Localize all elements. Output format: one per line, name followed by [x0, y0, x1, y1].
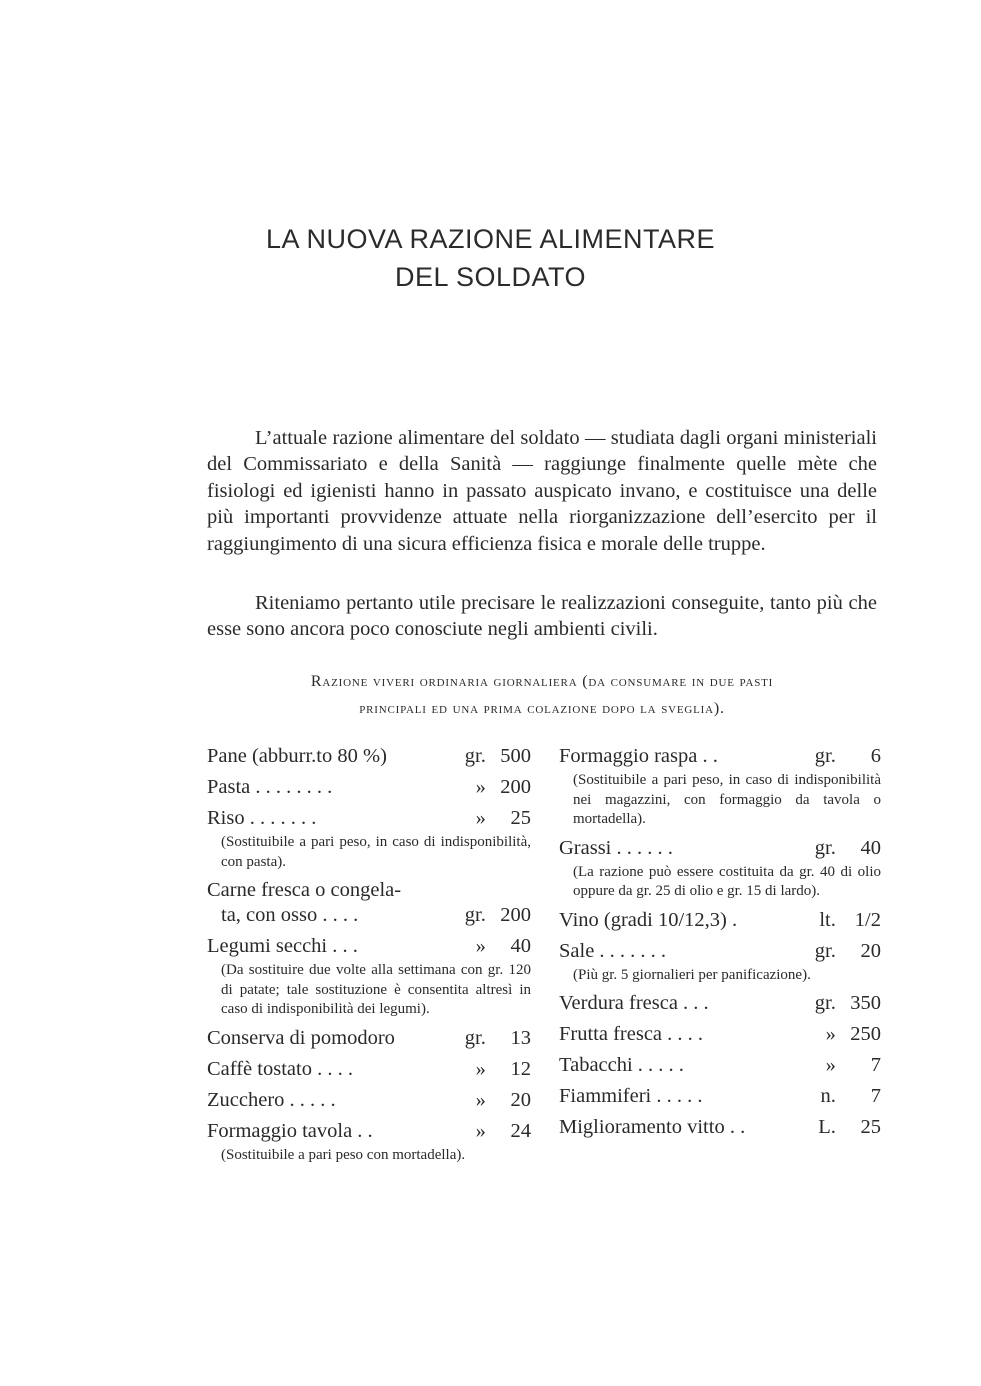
- item-unit: gr.: [814, 745, 836, 767]
- item-label: Miglioramento vitto . .: [559, 1116, 746, 1138]
- ration-row-sale: [559, 939, 881, 964]
- ration-column-right: [559, 744, 881, 1140]
- ration-row-riso: [207, 806, 531, 831]
- item-amount: 350: [850, 992, 881, 1014]
- title-line-1: LA NUOVA RAZIONE ALIMENTARE: [265, 224, 716, 254]
- item-amount: 25: [860, 1116, 881, 1138]
- ration-row-verdura: [559, 991, 881, 1016]
- item-amount: 1/2: [854, 908, 881, 931]
- item-amount: 13: [510, 1026, 531, 1049]
- item-unit: n.: [820, 1085, 836, 1107]
- ration-heading-line-1: Razione viveri ordinaria giornaliera (da consumare in due pasti: [310, 673, 774, 690]
- ration-row-formaggio-raspa: [559, 744, 881, 769]
- item-amount: 500: [500, 745, 531, 767]
- item-amount: 20: [860, 939, 881, 962]
- item-amount: 24: [510, 1119, 531, 1142]
- item-label: Caffè tostato . . . .: [207, 1057, 353, 1080]
- item-unit: gr.: [464, 904, 486, 926]
- ration-row-caffe: [207, 1057, 531, 1082]
- ration-heading-line-2: principali ed una prima colazione dopo la sveglia).: [359, 700, 725, 717]
- item-note-grassi: (La razione può essere costituita da gr. 40 di olio oppure da gr. 25 di olio e gr. 15 di lardo).: [573, 863, 881, 899]
- ration-column-left: [207, 744, 531, 1165]
- item-unit: gr.: [814, 939, 836, 962]
- item-unit: »: [475, 1088, 486, 1111]
- item-label: Legumi secchi . . .: [207, 935, 358, 957]
- ration-row-miglioramento: [559, 1115, 881, 1140]
- ration-row-pasta: [207, 775, 531, 800]
- ration-row-tabacchi: [559, 1053, 881, 1078]
- item-label: Grassi . . . . . .: [559, 836, 673, 859]
- ration-row-fiammiferi: [559, 1084, 881, 1109]
- title-line-2: DEL SOLDATO: [394, 262, 587, 292]
- item-note-riso: (Sostituibile a pari peso, in caso di indisponibilità, con pasta).: [221, 834, 531, 870]
- item-note-sale: (Più gr. 5 giornalieri per panificazione).: [573, 966, 811, 983]
- ration-row-zucchero: [207, 1088, 531, 1113]
- ration-row-vino: [559, 908, 881, 933]
- item-amount: 40: [510, 935, 531, 957]
- item-label: Vino (gradi 10/12,3) .: [559, 908, 738, 931]
- intro-paragraph-2: Riteniamo pertanto utile precisare le realizzazioni conseguite, tanto più che esse sono ancora poco conosciute negli ambienti civili.: [207, 592, 877, 641]
- item-unit: gr.: [814, 836, 836, 859]
- item-label: Fiammiferi . . . . .: [559, 1085, 703, 1107]
- item-note-legumi: (Da sostituire due volte alla settimana con gr. 120 di patate; tale sostituzione è consentita altresì in caso di indisponibilità dei legumi).: [221, 962, 531, 1017]
- item-amount: 25: [510, 807, 531, 829]
- item-amount: 20: [510, 1088, 531, 1111]
- item-unit: lt.: [819, 908, 836, 931]
- item-unit: »: [475, 776, 486, 798]
- item-label: Sale . . . . . . .: [559, 939, 667, 962]
- item-amount: 200: [500, 904, 531, 926]
- intro-paragraph-1: L’attuale razione alimentare del soldato — studiata dagli organi ministeriali del Commissariato e della Sanità — raggiunge finalmente quelle mète che fisiologi ed igienisti hanno in passato auspicato invano, e costituisce una delle più importanti provvidenze attuate nella riorganizzazione dell’esercito per il raggiungimento di una sicura efficienza fisica e morale delle truppe.: [207, 427, 877, 555]
- item-note-formaggio-tavola: (Sostituibile a pari peso con mortadella).: [221, 1146, 466, 1163]
- item-label: Frutta fresca . . . .: [559, 1023, 704, 1045]
- item-label-carne-line-1: Carne fresca o congela-: [207, 879, 402, 901]
- item-unit: »: [475, 807, 486, 829]
- ration-row-carne: [207, 903, 531, 928]
- item-amount: 6: [870, 745, 881, 767]
- item-unit: »: [825, 1023, 836, 1045]
- item-label: Formaggio tavola . .: [207, 1119, 373, 1142]
- item-unit: gr.: [814, 992, 836, 1014]
- item-unit: »: [475, 1057, 486, 1080]
- item-unit: L.: [818, 1116, 836, 1138]
- item-note-formaggio-raspa: (Sostituibile a pari peso, in caso di indisponibilità nei magazzini, con formaggio da tavola o mortadella).: [573, 772, 881, 827]
- item-label: Conserva di pomodoro: [207, 1026, 395, 1049]
- item-label: Pane (abburr.to 80 %): [207, 745, 387, 767]
- item-label: Verdura fresca . . .: [559, 992, 709, 1014]
- ration-row-conserva: [207, 1026, 531, 1051]
- ration-row-pane: [207, 744, 531, 769]
- item-label: Zucchero . . . . .: [207, 1088, 336, 1111]
- ration-row-legumi: [207, 934, 531, 959]
- item-unit: gr.: [464, 1026, 486, 1049]
- item-unit: gr.: [464, 745, 486, 767]
- item-amount: 200: [500, 776, 531, 798]
- item-unit: »: [475, 1119, 486, 1142]
- item-amount: 7: [870, 1085, 881, 1107]
- item-amount: 12: [510, 1057, 531, 1080]
- item-label: Riso . . . . . . .: [207, 807, 317, 829]
- ration-row-grassi: [559, 836, 881, 861]
- item-label: Tabacchi . . . . .: [559, 1054, 684, 1076]
- item-amount: 250: [850, 1023, 881, 1045]
- item-label: Formaggio raspa . .: [559, 745, 718, 767]
- ration-row-frutta: [559, 1022, 881, 1047]
- item-amount: 7: [870, 1054, 881, 1076]
- item-label: Pasta . . . . . . . .: [207, 776, 333, 798]
- ration-row-formaggio-tavola: [207, 1119, 531, 1144]
- item-unit: »: [825, 1054, 836, 1076]
- item-unit: »: [475, 935, 486, 957]
- item-amount: 40: [860, 836, 881, 859]
- item-label: ta, con osso . . . .: [221, 904, 359, 926]
